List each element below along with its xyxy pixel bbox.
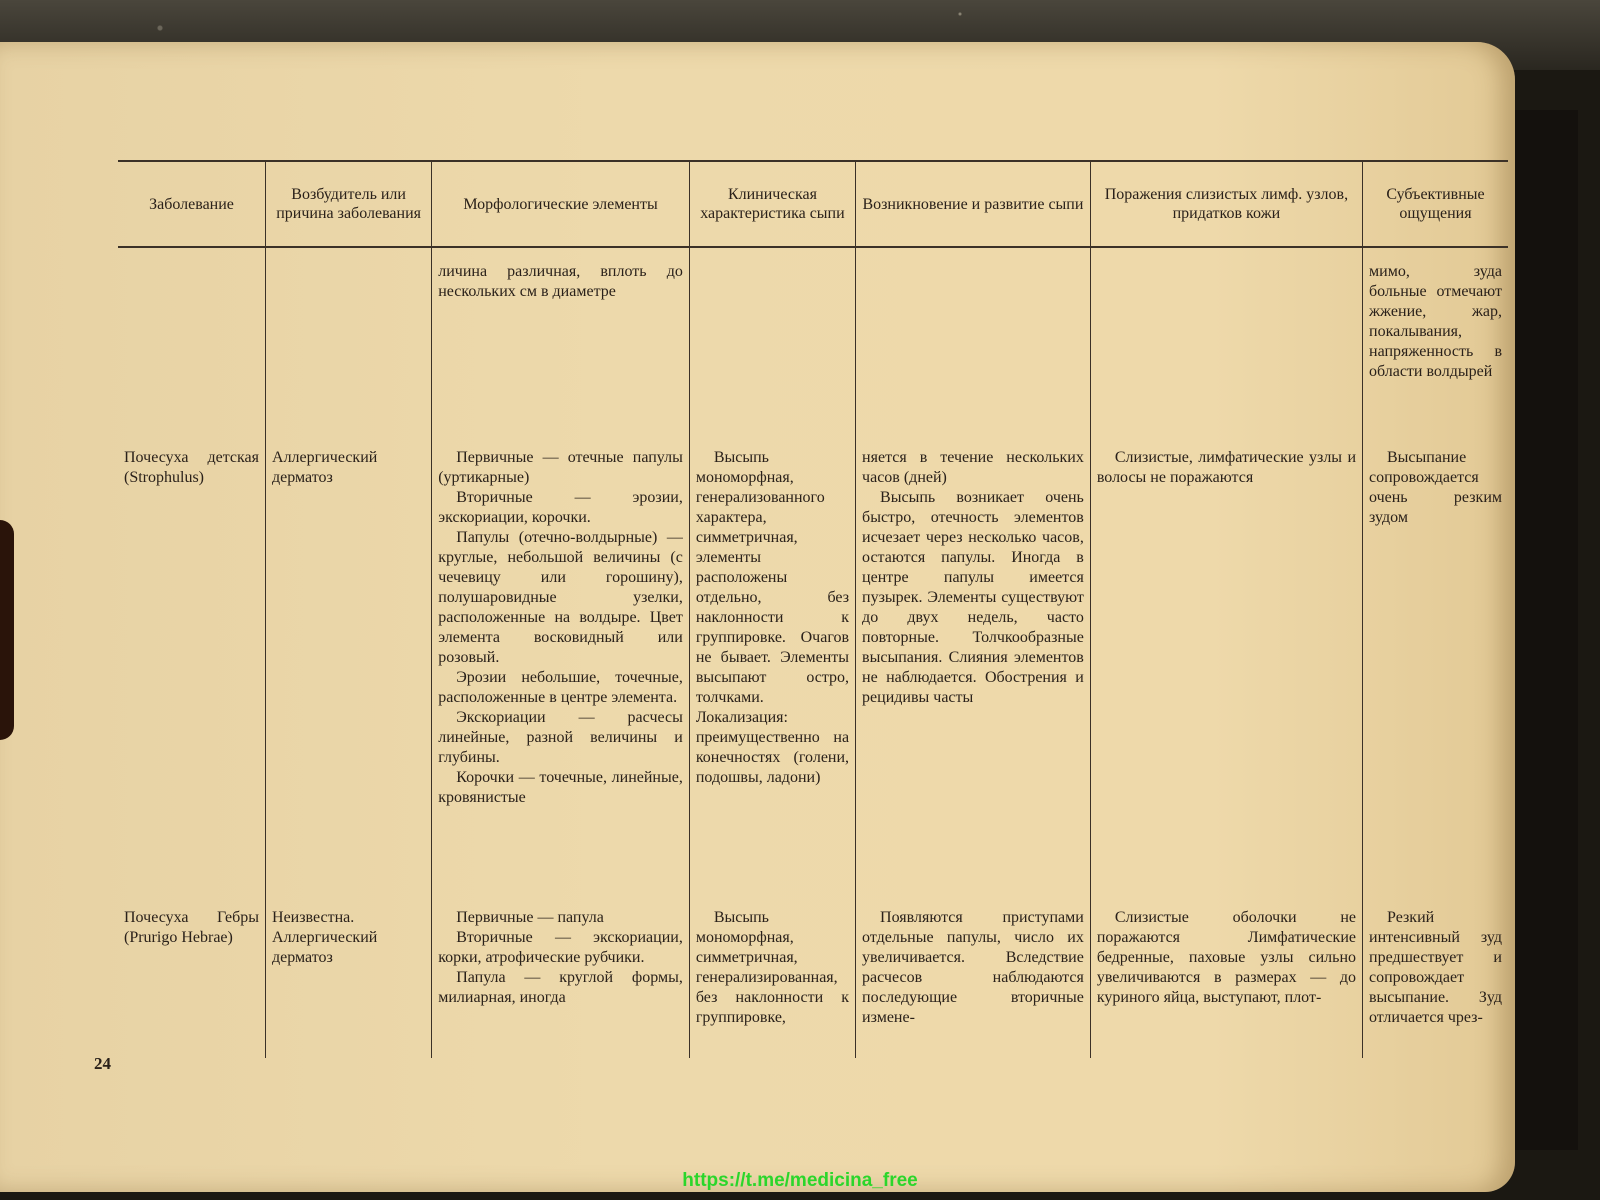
row0-morphology: личина различная, вплоть до нескольких см в диаметре <box>432 262 690 448</box>
row1-morphology: Первичные — отечные папулы (уртикарные) Вторичные — эрозии, экскориации, корочки. Папулы (отечно-волдырные) — круглые, небольшой величины (с чечевицу или горошину), полушаровидные узелки, расположенные на волдыре. Цвет элемента восковидный или розовый. Эрозии небольшие, точечные, расположенные в центре элемента. Экскориации — расчесы линейные, разной величины и глубины. Корочки — точечные, линейные, кровянистые <box>432 448 690 908</box>
row0-subjective: мимо, зуда больные отмечают жжение, жар, покалывания, напряженность в области волдырей <box>1363 262 1509 448</box>
header-morphology: Морфологические элементы <box>432 161 690 247</box>
row1-development: няется в течение нескольких часов (дней) Высыпь возникает очень быстро, отечность элементов исчезает через несколько часов, остаются папулы. Иногда в центре папулы имеется пузырек. Элементы существуют до двух недель, часто повторные. Толчкообразные высыпания. Слияния элементов не наблюдается. Обострения и рецидивы часты <box>856 448 1091 908</box>
page-number: 24 <box>94 1054 111 1073</box>
row2-mucosa: Слизистые оболочки не поражаются Лимфатические бедренные, паховые узлы сильно увеличиваются в размерах — до куриного яйца, выступают, плот- <box>1090 908 1362 1058</box>
row1-mucosa: Слизистые, лимфатические узлы и волосы не поражаются <box>1090 448 1362 908</box>
row1-disease: Почесуха детская (Strophulus) <box>124 449 260 486</box>
disease-table <box>118 160 1508 1058</box>
header-disease: Заболевание <box>118 161 266 247</box>
row2-subjective: Резкий интенсивный зуд предшествует и сопровождает высыпание. Зуд отличается чрез- <box>1363 908 1509 1058</box>
page-fold-shadow <box>0 520 14 740</box>
row1-clinical: Высыпь мономорфная, генерализованного характера, симметричная, элементы расположены отдельно, без наклонности к группировке. Очагов не бывает. Элементы высыпают остро, толчками. Локализация: преимущественно на конечностях (голени, подошвы, ладони) <box>689 448 855 908</box>
watermark-link[interactable]: https://t.me/medicina_free <box>682 1170 918 1191</box>
header-subjective: Субъективные ощущения <box>1363 161 1509 247</box>
table-row <box>118 262 1508 448</box>
row2-cause: Неизвестна. Аллергический дерматоз <box>266 908 432 1058</box>
header-mucosa: Поражения слизистых лимф. узлов, придатков кожи <box>1090 161 1362 247</box>
table-row <box>118 908 1508 1058</box>
row2-clinical: Высыпь мономорфная, симметричная, генерализированная, без наклонности к группировке, <box>689 908 855 1058</box>
table-header-row <box>118 161 1508 247</box>
header-development: Возникновение и развитие сыпи <box>856 161 1091 247</box>
row2-morphology: Первичные — папула Вторичные — экскориации, корки, атрофические рубчики. Папула — круглой формы, милиарная, иногда <box>432 908 690 1058</box>
header-clinical: Клиническая характеристика сыпи <box>689 161 855 247</box>
table-row <box>118 448 1508 908</box>
row2-disease: Почесуха Гебры (Prurigo Hebrae) <box>124 909 260 946</box>
row1-subjective: Высыпание сопровождается очень резким зудом <box>1363 448 1509 908</box>
row2-development: Появляются приступами отдельные папулы, число их увеличивается. Вследствие расчесов наблюдаются последующие вторичные измене- <box>856 908 1091 1058</box>
header-cause: Возбудитель или причина заболевания <box>266 161 432 247</box>
row1-cause: Аллергический дерматоз <box>266 448 432 908</box>
